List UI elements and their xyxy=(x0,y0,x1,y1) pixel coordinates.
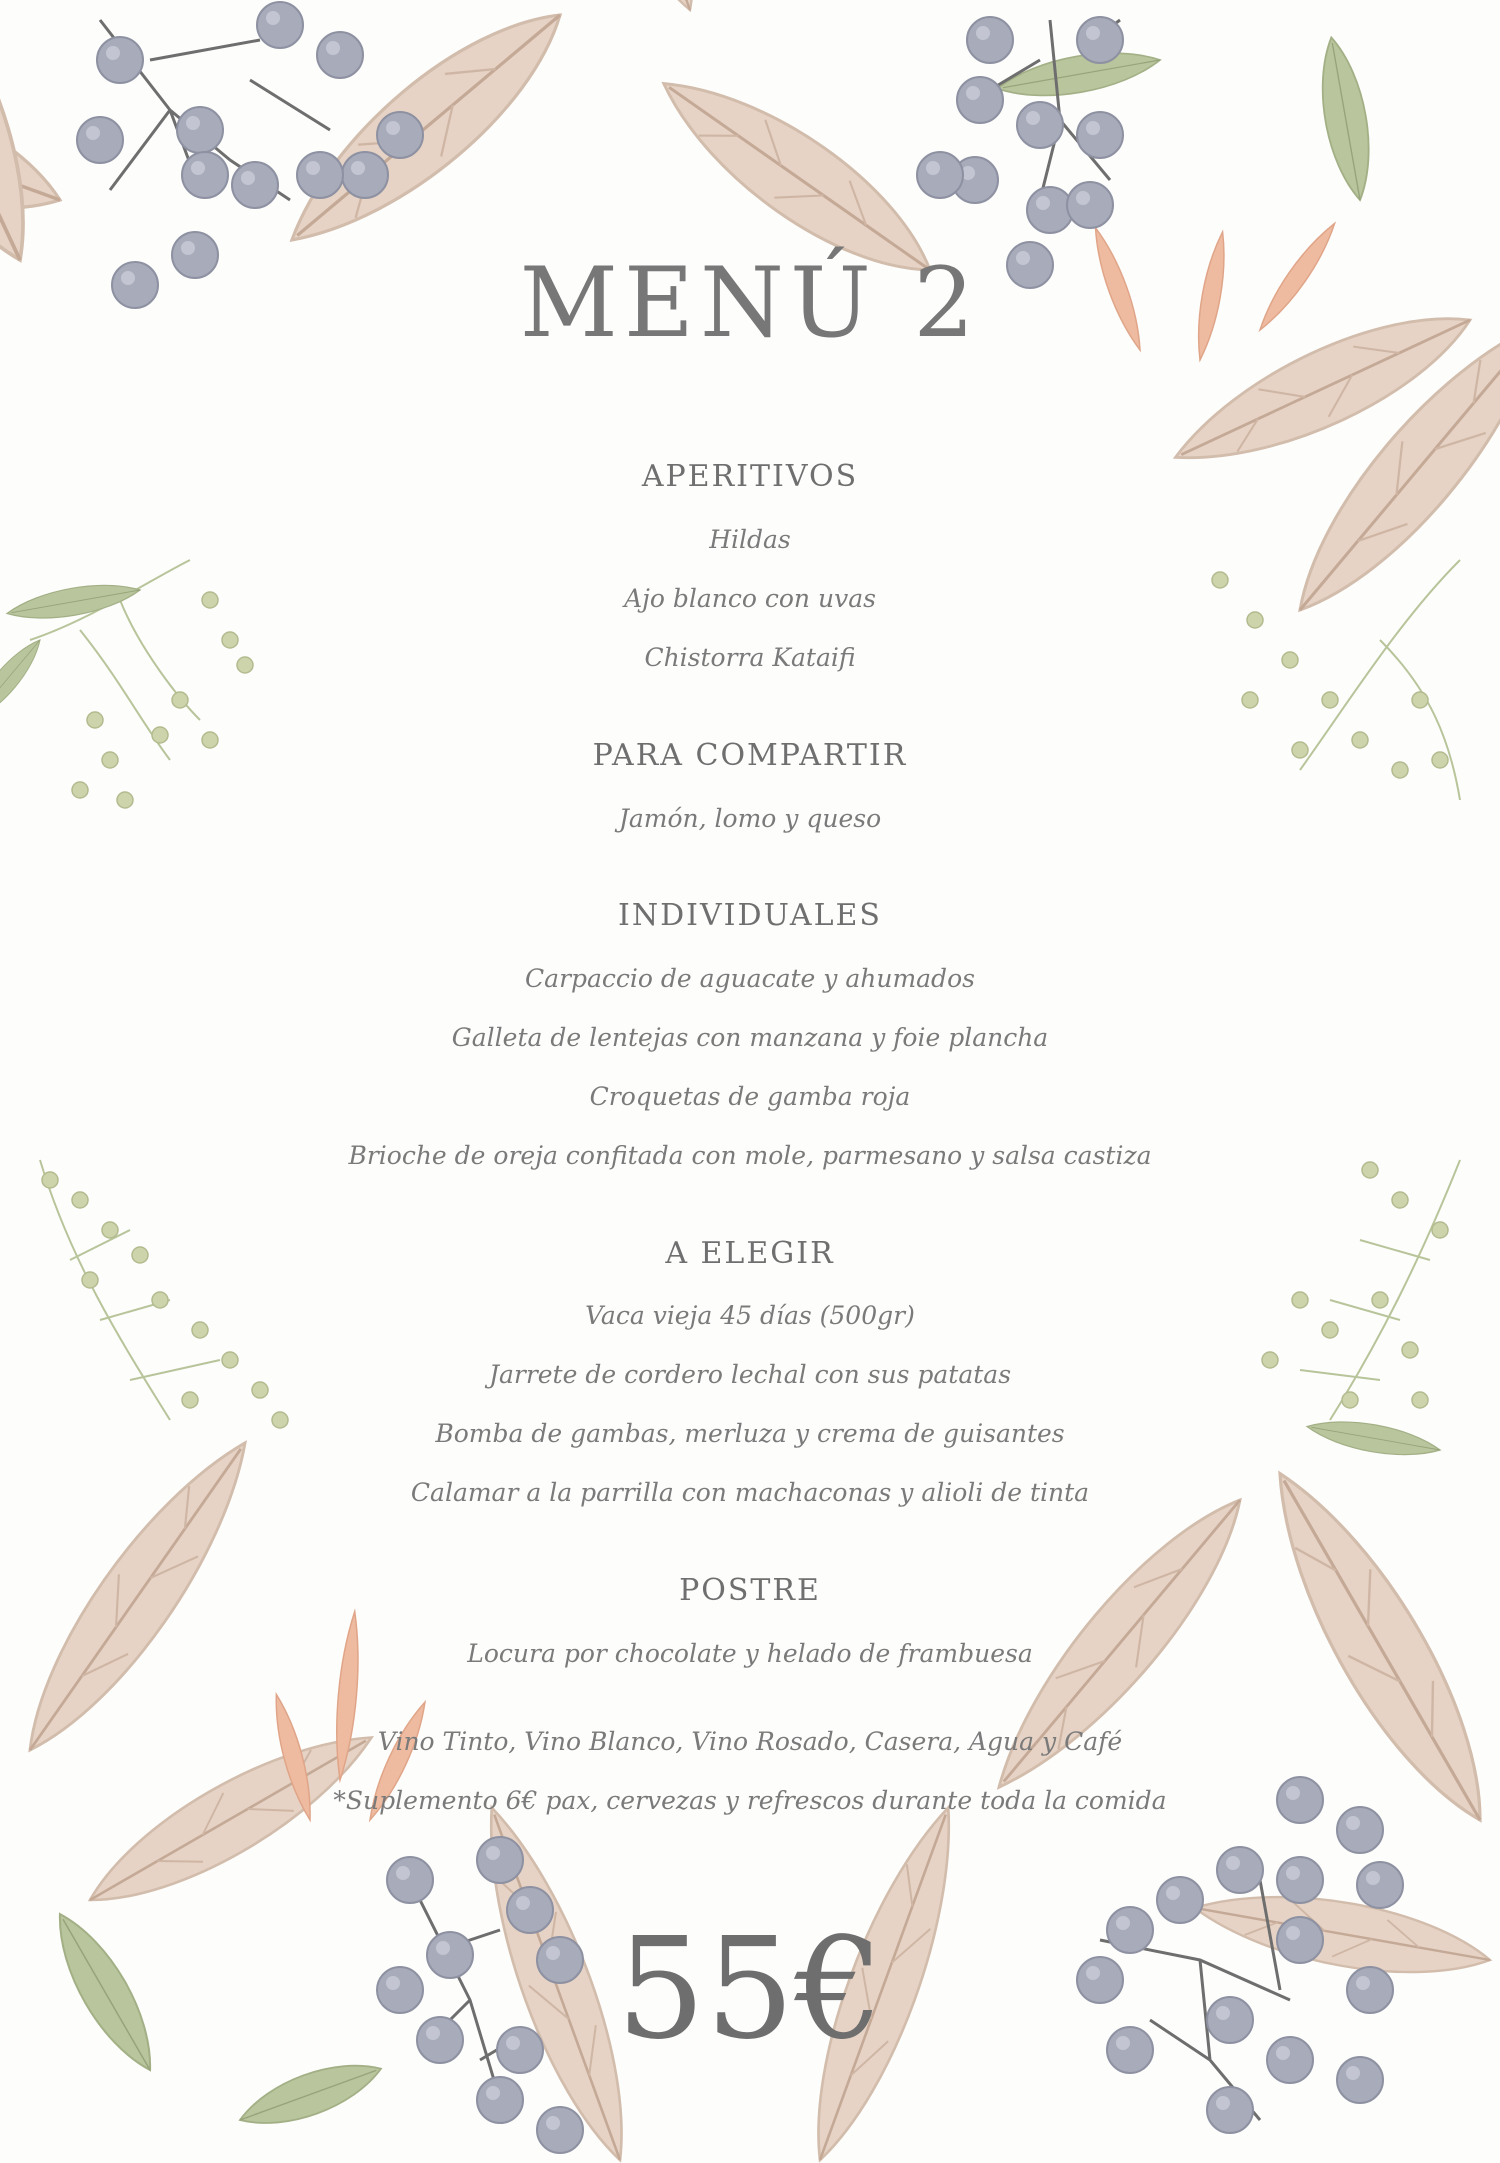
menu-item: Jamón, lomo y queso xyxy=(618,804,882,833)
menu-item: Bomba de gambas, merluza y crema de guisantes xyxy=(435,1419,1065,1448)
menu-item: Hildas xyxy=(709,525,791,554)
menu-price: 55€ xyxy=(616,1908,884,2071)
menu-item: Vaca vieja 45 días (500gr) xyxy=(585,1301,915,1330)
menu-item: Ajo blanco con uvas xyxy=(624,584,876,613)
section-heading-para-compartir: PARA COMPARTIR xyxy=(592,738,908,773)
menu-item: Galleta de lentejas con manzana y foie plancha xyxy=(451,1023,1049,1052)
section-heading-a-elegir: A ELEGIR xyxy=(665,1236,835,1271)
menu-item: Locura por chocolate y helado de frambuesa xyxy=(467,1639,1033,1668)
section-heading-individuales: INDIVIDUALES xyxy=(618,898,882,933)
supplement-note: *Suplemento 6€ pax, cervezas y refrescos durante toda la comida xyxy=(333,1786,1167,1815)
section-heading-aperitivos: APERITIVOS xyxy=(641,459,859,494)
drinks-line: Vino Tinto, Vino Blanco, Vino Rosado, Casera, Agua y Café xyxy=(377,1727,1123,1756)
menu-item: Carpaccio de aguacate y ahumados xyxy=(525,964,975,993)
menu-item: Calamar a la parrilla con machaconas y alioli de tinta xyxy=(410,1478,1090,1507)
menu-item: Jarrete de cordero lechal con sus patatas xyxy=(488,1360,1012,1389)
menu-item: Chistorra Kataifi xyxy=(644,643,856,672)
menu-title: MENÚ 2 xyxy=(519,247,981,359)
section-heading-postre: POSTRE xyxy=(679,1573,821,1608)
menu-item: Croquetas de gamba roja xyxy=(589,1082,911,1111)
menu-item: Brioche de oreja confitada con mole, parmesano y salsa castiza xyxy=(348,1141,1152,1170)
